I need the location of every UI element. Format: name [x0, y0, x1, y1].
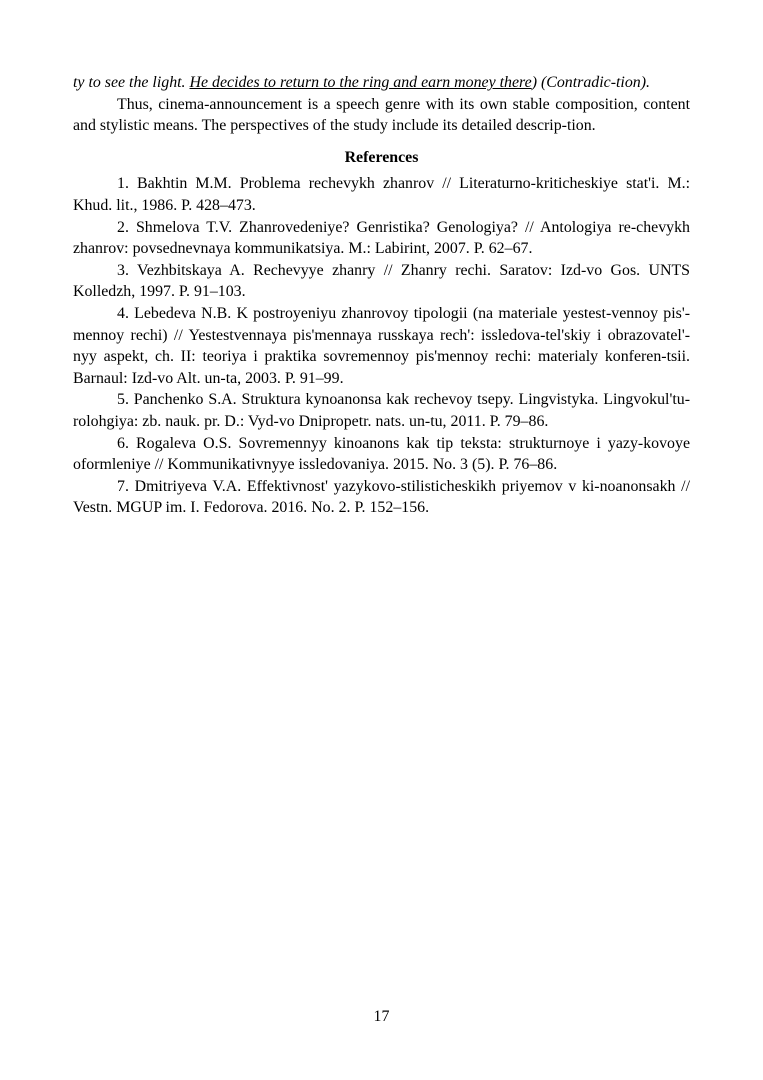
- reference-item: 3. Vezhbitskaya A. Rechevyye zhanry // Zhanry rechi. Saratov: Izd-vo Gos. UNTS Kolledzh, 1997. P. 91–103.: [73, 261, 690, 301]
- references-heading: References: [344, 148, 419, 166]
- conclusion-paragraph: Thus, cinema-announcement is a speech genre with its own stable composition, content and stylistic means. The perspectives of the study include its detailed descrip-tion.: [73, 95, 690, 135]
- reference-item: 6. Rogaleva O.S. Sovremennyy kinoanons kak tip teksta: strukturnoye i yazy-kovoye oformleniye // Kommunikativnyye issledovaniya. 2015. No. 3 (5). P. 76–86.: [73, 434, 690, 474]
- italic-close-paren: ): [531, 74, 537, 91]
- reference-item: 1. Bakhtin M.M. Problema rechevykh zhanrov // Literaturno-kriticheskiye stat'i. M.: Khud. lit., 1986. P. 428–473.: [73, 175, 690, 214]
- reference-item: 2. Shmelova T.V. Zhanrovedeniye? Genristika? Genologiya? // Antologiya re-chevykh zhanrov: povsednevnaya kommunikatsiya. M.: Labirint, 2007. P. 62–67.: [73, 218, 690, 258]
- reference-item: 5. Panchenko S.A. Struktura kynoanonsa kak rechevoy tsepy. Lingvistyka. Lingvokul'tu-rolohgiya: zb. nauk. pr. D.: Vyd-vo Dnipropetr. nats. un-tu, 2011. P. 79–86.: [73, 391, 690, 430]
- italic-text-end: (Contradic-tion).: [540, 74, 650, 91]
- reference-item: 7. Dmitriyeva V.A. Effektivnost' yazykovo-stilisticheskikh priyemov v ki-noanonsakh // Vestn. MGUP im. I. Fedorova. 2016. No. 2. P. 152–156.: [73, 477, 690, 517]
- references-list: [73, 173, 690, 519]
- page-number: 17: [373, 1008, 390, 1025]
- continuation-paragraph: [73, 72, 690, 94]
- reference-item: 4. Lebedeva N.B. K postroyeniyu zhanrovoy tipologii (na materiale yestest-vennoy pis'-mennoy rechi) // Yestestvennaya pis'mennaya russkaya rech': issledova-tel'skiy i obrazovatel'-nyy aspekt, ch. II: teoriya i praktika sovremennoy pis'mennoy rechi: materialy konferen-tsii. Barnaul: Izd-vo Alt. un-ta, 2003. P. 91–99.: [73, 304, 690, 387]
- page-body: [73, 72, 690, 519]
- underlined-quote: He decides to return to the ring and earn money there: [189, 74, 532, 91]
- italic-text-start: ty to see the light.: [73, 74, 186, 91]
